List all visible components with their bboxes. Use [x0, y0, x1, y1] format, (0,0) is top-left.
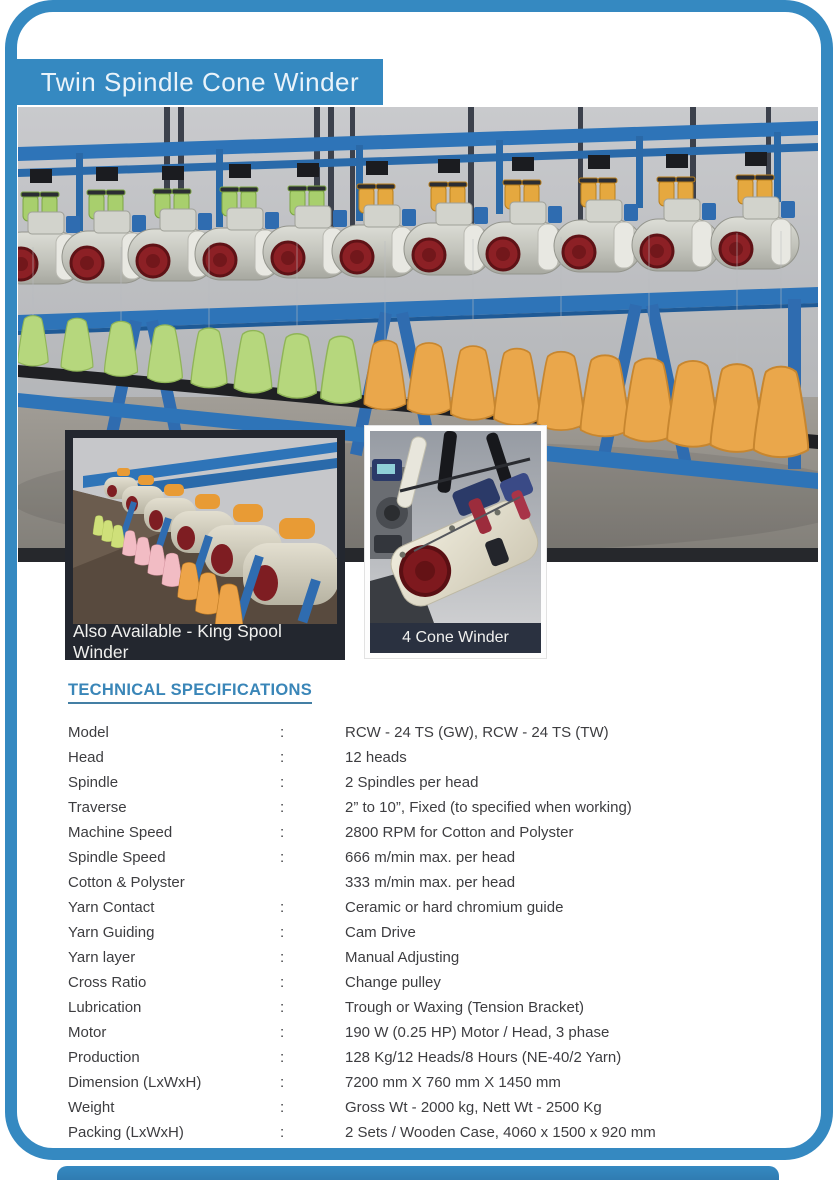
spec-row	[68, 1045, 790, 1070]
spec-label: Weight	[68, 1099, 115, 1116]
spec-value: 666 m/min max. per head	[345, 849, 516, 866]
footer-bar	[57, 1166, 779, 1180]
four-cone-winder-caption	[370, 623, 541, 653]
technical-specifications-section	[68, 681, 790, 1145]
king-spool-winder-caption-text: Also Available - King Spool Winder	[73, 621, 282, 662]
spec-row	[68, 995, 790, 1020]
spec-label: Motor	[68, 1024, 107, 1041]
spec-row	[68, 1120, 790, 1145]
spec-separator: :	[280, 949, 285, 966]
technical-specifications-heading: TECHNICAL SPECIFICATIONS	[68, 681, 312, 704]
spec-row	[68, 770, 790, 795]
spec-label: Spindle Speed	[68, 849, 166, 866]
four-cone-winder-caption-text: 4 Cone Winder	[402, 629, 509, 646]
spec-row	[68, 1070, 790, 1095]
spec-label: Traverse	[68, 799, 127, 816]
spec-label: Machine Speed	[68, 824, 173, 841]
king-spool-winder-caption	[73, 621, 337, 662]
spec-separator: :	[280, 1099, 285, 1116]
spec-value: 2800 RPM for Cotton and Polyster	[345, 824, 574, 841]
spec-value: 2 Sets / Wooden Case, 4060 x 1500 x 920 mm	[345, 1124, 656, 1141]
spec-value: 190 W (0.25 HP) Motor / Head, 3 phase	[345, 1024, 610, 1041]
spec-separator: :	[280, 724, 285, 741]
spec-row	[68, 970, 790, 995]
spec-value: Gross Wt - 2000 kg, Nett Wt - 2500 Kg	[345, 1099, 602, 1116]
spec-separator: :	[280, 999, 285, 1016]
spec-separator: :	[280, 924, 285, 941]
spec-row	[68, 795, 790, 820]
spec-row	[68, 845, 790, 870]
spec-value: 333 m/min max. per head	[345, 874, 516, 891]
spec-value: RCW - 24 TS (GW), RCW - 24 TS (TW)	[345, 724, 609, 741]
four-cone-winder-photo	[370, 431, 541, 623]
spec-value: 12 heads	[345, 749, 407, 766]
spec-label: Spindle	[68, 774, 119, 791]
spec-row	[68, 920, 790, 945]
spec-label: Yarn Guiding	[68, 924, 155, 941]
spec-row	[68, 870, 790, 895]
spec-separator: :	[280, 774, 285, 791]
spec-separator: :	[280, 1124, 285, 1141]
spec-value: 128 Kg/12 Heads/8 Hours (NE-40/2 Yarn)	[345, 1049, 622, 1066]
spec-row	[68, 820, 790, 845]
spec-value: Ceramic or hard chromium guide	[345, 899, 564, 916]
spec-row	[68, 720, 790, 745]
spec-separator: :	[280, 1074, 285, 1091]
spec-value: 2” to 10”, Fixed (to specified when working)	[345, 799, 632, 816]
spec-separator: :	[280, 824, 285, 841]
spec-value: Manual Adjusting	[345, 949, 460, 966]
spec-label: Dimension (LxWxH)	[68, 1074, 202, 1091]
spec-label: Yarn layer	[68, 949, 136, 966]
spec-separator: :	[280, 899, 285, 916]
spec-row	[68, 945, 790, 970]
spec-separator: :	[280, 1024, 285, 1041]
king-spool-winder-photo	[73, 438, 337, 624]
page-title: Twin Spindle Cone Winder	[40, 66, 360, 97]
spec-value: 2 Spindles per head	[345, 774, 479, 791]
spec-separator: :	[280, 974, 285, 991]
spec-label: Cotton & Polyster	[68, 874, 185, 891]
spec-label: Packing (LxWxH)	[68, 1124, 184, 1141]
spec-row	[68, 1095, 790, 1120]
spec-separator: :	[280, 799, 285, 816]
spec-separator: :	[280, 749, 285, 766]
spec-separator: :	[280, 1049, 285, 1066]
spec-row	[68, 1020, 790, 1045]
spec-label: Yarn Contact	[68, 899, 155, 916]
king-spool-winder-illustration	[73, 438, 337, 624]
spec-label: Lubrication	[68, 999, 142, 1016]
four-cone-winder-inset	[365, 426, 546, 658]
spec-value: Cam Drive	[345, 924, 416, 941]
spec-label: Model	[68, 724, 109, 741]
spec-separator: :	[280, 849, 285, 866]
four-cone-winder-illustration	[370, 431, 541, 623]
spec-row	[68, 895, 790, 920]
king-spool-winder-inset	[65, 430, 345, 660]
spec-label: Production	[68, 1049, 140, 1066]
spec-label: Cross Ratio	[68, 974, 147, 991]
spec-value: Change pulley	[345, 974, 441, 991]
spec-table	[68, 720, 790, 1145]
spec-value: 7200 mm X 760 mm X 1450 mm	[345, 1074, 561, 1091]
spec-value: Trough or Waxing (Tension Bracket)	[345, 999, 584, 1016]
spec-label: Head	[68, 749, 104, 766]
page-title-bar	[17, 59, 383, 105]
spec-row	[68, 745, 790, 770]
